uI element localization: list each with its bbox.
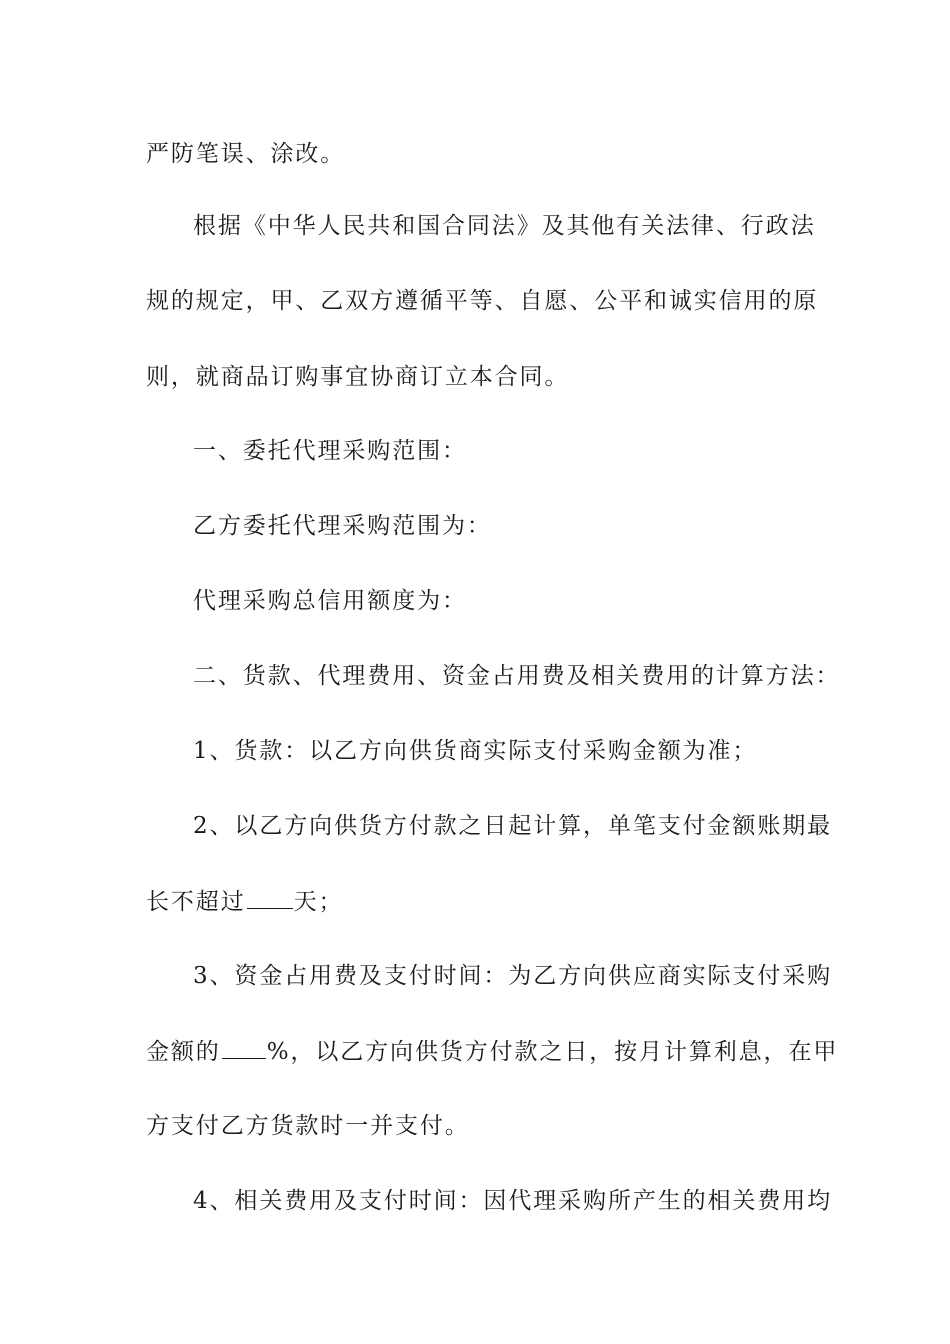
- line-text: 长不超过: [146, 889, 246, 915]
- paragraph-line: 严防笔误、涂改。: [146, 141, 346, 167]
- paragraph-line: 1、货款：以乙方向供货商实际支付采购金额为准；: [193, 738, 758, 764]
- paragraph-line: 乙方委托代理采购范围为：: [193, 513, 492, 539]
- paragraph-line: [146, 886, 806, 917]
- paragraph-line: [146, 1036, 839, 1067]
- paragraph-line: 代理采购总信用额度为：: [193, 588, 467, 614]
- paragraph-line: 4、相关费用及支付时间：因代理采购所产生的相关费用均: [193, 1188, 833, 1214]
- line-text: %，以乙方向供货方付款之日，按月计算利息，在甲: [266, 1039, 839, 1065]
- fill-in-blank[interactable]: [247, 886, 293, 909]
- paragraph-line: 方支付乙方货款时一并支付。: [146, 1113, 470, 1139]
- line-text: 金额的: [146, 1039, 221, 1065]
- paragraph-line: 3、资金占用费及支付时间：为乙方向供应商实际支付采购: [193, 963, 833, 989]
- paragraph-line: 2、以乙方向供货方付款之日起计算，单笔支付金额账期最: [193, 813, 833, 839]
- section-heading: 一、委托代理采购范围：: [193, 438, 467, 464]
- fill-in-blank[interactable]: [222, 1036, 266, 1059]
- paragraph-line: 规的规定，甲、乙双方遵循平等、自愿、公平和诚实信用的原: [146, 288, 819, 314]
- paragraph-line: 则，就商品订购事宜协商订立本合同。: [146, 364, 570, 390]
- paragraph-line: 根据《中华人民共和国合同法》及其他有关法律、行政法: [193, 213, 816, 239]
- line-text: 天；: [293, 889, 344, 915]
- section-heading: 二、货款、代理费用、资金占用费及相关费用的计算方法：: [193, 663, 841, 689]
